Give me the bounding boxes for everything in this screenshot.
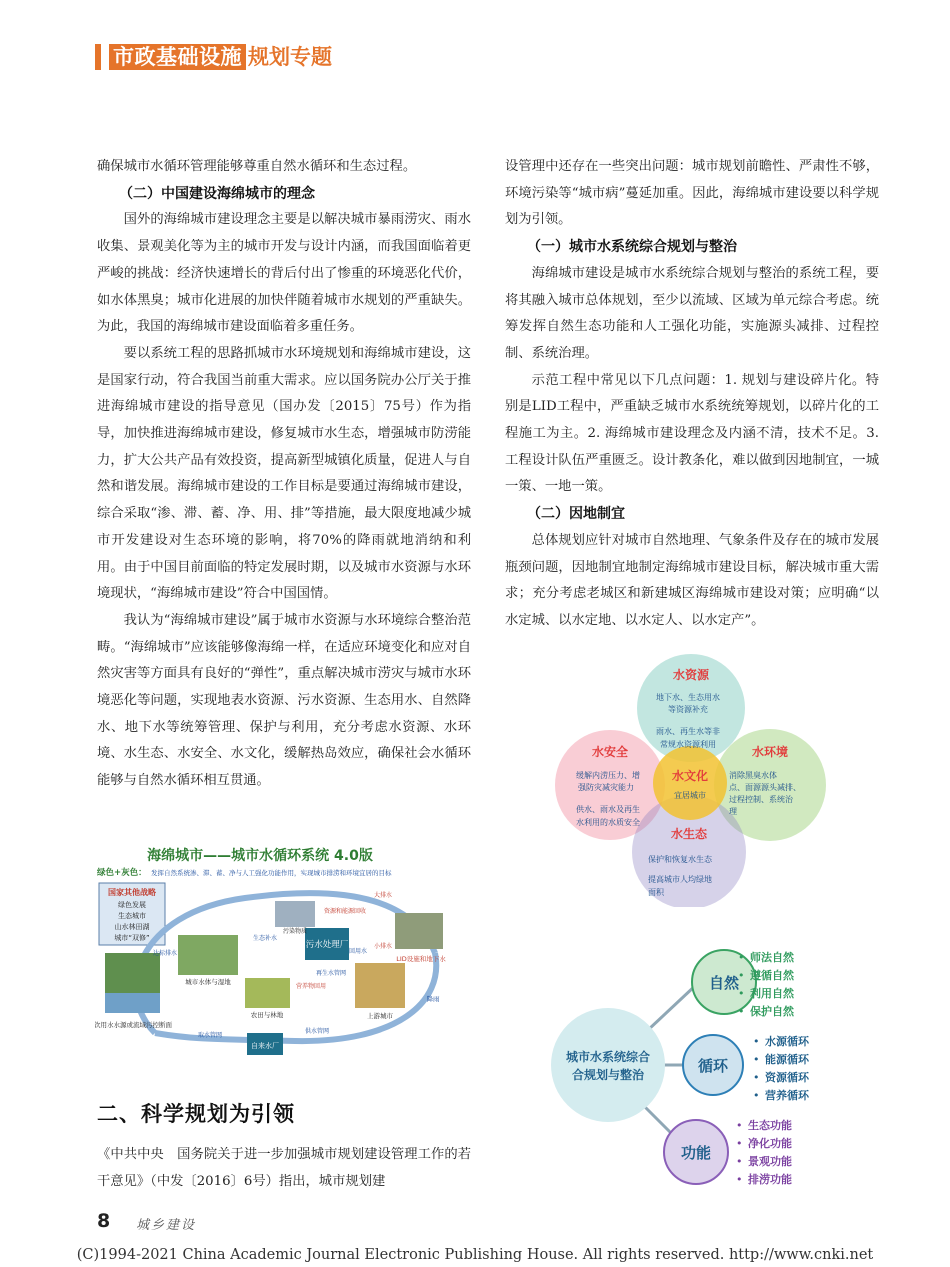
bottom-line: 保护和恢复水生态 bbox=[648, 855, 712, 864]
branch-item: 保护自然 bbox=[750, 1005, 794, 1018]
right-title: 水环境 bbox=[751, 745, 789, 759]
section-heading: 二、科学规划为引领 bbox=[97, 1102, 295, 1126]
paragraph: 我认为“海绵城市建设”属于城市水资源与水环境综合整治范畴。“海绵城市”应该能够像海绵一样，在适应环境变化和应对自然灾害等方面具有良好的“弹性”，重点解决城市涝灾与城市水环境恶化等问题，实现地表水资源、污水资源、生态用水、自然降水、地下水等统筹管理、保护与利用，充分考虑水资源、水环境、水生态、水安全、水文化，缓解热岛效应，确保社会水循环能够与自然水循环相互贯通。 bbox=[97, 612, 471, 789]
mindmap-center-line: 城市水系统综合 bbox=[565, 1050, 651, 1064]
bottom-line: 提高城市人均绿地 bbox=[648, 875, 712, 884]
paragraph: 海绵城市建设是城市水系统综合规划与整治的系统工程，要将其融入城市总体规划，至少以流域、区域为单元综合考虑。统筹发挥自然生态功能和人工强化功能，实施源头减排、过程控制、系统治理。 bbox=[505, 265, 879, 361]
bottom-line: 面积 bbox=[648, 888, 664, 897]
branch-item: 排涝功能 bbox=[748, 1173, 792, 1186]
strategy-item: 山水林田湖 bbox=[114, 923, 150, 931]
bullet: • bbox=[738, 1005, 745, 1018]
bullet: • bbox=[738, 951, 745, 964]
right-line: 点、面源源头减排、 bbox=[729, 783, 801, 792]
right-line: 过程控制、系统治 bbox=[729, 795, 793, 804]
bullet: • bbox=[736, 1119, 743, 1132]
figure-subtitle: 发挥自然系统渗、滞、蓄、净与人工强化功能作用，实现城市排涝和环境宜居的目标 bbox=[151, 869, 392, 877]
center-title: 水文化 bbox=[671, 769, 709, 783]
strategy-item: 城市“双修” bbox=[114, 934, 150, 942]
branch-nature-label: 自然 bbox=[708, 974, 740, 992]
subheading: （二）因地制宜 bbox=[527, 506, 625, 523]
journal-name: 城乡建设 bbox=[136, 1218, 197, 1233]
recycle-label: 回用水 bbox=[348, 948, 368, 955]
top-line: 地下水、生态用水 bbox=[656, 693, 720, 702]
branch-item: 水源循环 bbox=[765, 1035, 809, 1048]
left-line: 供水、雨水及再生 bbox=[576, 805, 640, 814]
figure-title: 海绵城市——城市水循环系统 4.0版 bbox=[147, 848, 373, 864]
branch-item: 能源循环 bbox=[765, 1053, 809, 1066]
resource-recovery-label: 资源和能源回收 bbox=[323, 908, 367, 915]
top-line: 常规水资源利用 bbox=[660, 740, 716, 749]
branch-item: 景观功能 bbox=[748, 1155, 792, 1168]
strategy-item: 生态城市 bbox=[118, 912, 146, 920]
left-column bbox=[97, 154, 471, 795]
strategy-item: 绿色发展 bbox=[118, 901, 146, 909]
bullet: • bbox=[753, 1035, 760, 1048]
figure-subtitle-lead: 绿色+灰色： bbox=[97, 868, 147, 878]
intake-net-label: 取水管网 bbox=[197, 1032, 223, 1039]
mindmap-diagram bbox=[548, 945, 848, 1195]
small-drain-label: 小排水 bbox=[373, 943, 393, 950]
source-label: 饮用水水源或流域污控断面 bbox=[95, 1021, 172, 1029]
paragraph: 《中共中央 国务院关于进一步加强城市规划建设管理工作的若干意见》（中发〔2016〕6号）指出，城市规划建 bbox=[97, 1147, 471, 1189]
paragraph: 设管理中还存在一些突出问题：城市规划前瞻性、严肃性不够，环境污染等“城市病”蔓延加重。因此，海绵城市建设要以科学规划为引领。 bbox=[505, 159, 879, 228]
mindmap-connector bbox=[648, 985, 696, 1030]
copyright-notice: (C)1994-2021 China Academic Journal Electronic Publishing House. All rights reserved. http://www.cnki.net bbox=[76, 1247, 874, 1263]
branch-item: 师法自然 bbox=[750, 951, 794, 964]
left-column-continued bbox=[97, 1142, 471, 1195]
subheading: （二）中国建设海绵城市的理念 bbox=[119, 185, 315, 202]
top-line: 雨水、再生水等非 bbox=[656, 727, 720, 736]
big-drain-label: 大排水 bbox=[373, 892, 393, 899]
right-column bbox=[505, 154, 879, 635]
sewage-plant-label: 污水处理厂 bbox=[305, 940, 349, 950]
bullet: • bbox=[738, 969, 745, 982]
top-title: 水资源 bbox=[672, 668, 710, 682]
header-title-rest: 规划专题 bbox=[248, 45, 332, 69]
reclaimed-net-label: 再生水管网 bbox=[315, 970, 347, 977]
pollutants-label: 污染物质 bbox=[282, 928, 308, 935]
upstream-label: 上游城市 bbox=[367, 1012, 393, 1020]
paragraph: 要以系统工程的思路抓城市水环境规划和海绵城市建设，这是国家行动，符合我国当前重大需求。应以国务院办公厅关于推进海绵城市建设的指导意见（国办发〔2015〕75号）作为指导，加快推进海绵城市建设，修复城市水生态，增强城市防涝能力，扩大公共产品有效投资，提高新型城镇化质量，促进人与自然和谐发展。海绵城市建设的工作目标是要通过海绵城市建设，综合采取“渗、滞、蓄、净、用、排”等措施，最大限度地减少城市开发建设对生态环境的影响，将70%的降雨就地消纳和利用。由于中国目前面临的特定发展时期，以及城市水资源与水环境现状，“海绵城市建设”符合中国国情。 bbox=[97, 345, 471, 602]
paragraph: 国外的海绵城市建设理念主要是以解决城市暴雨涝灾、雨水收集、景观美化等为主的城市开发与设计内涵，而我国面临着更严峻的挑战：经济快速增长的背后付出了惨重的环境恶化代价，如水体黑臭；城市化进展的加快伴随着城市水规划的严重缺失。为此，我国的海绵城市建设面临着多重任务。 bbox=[97, 212, 471, 335]
paragraph: 确保城市水循环管理能够尊重自然水循环和生态过程。 bbox=[97, 159, 417, 174]
supply-net-label: 供水管网 bbox=[304, 1028, 330, 1035]
wetland-image bbox=[178, 935, 238, 975]
branch-item: 净化功能 bbox=[748, 1137, 792, 1150]
mindmap-center bbox=[551, 1008, 665, 1122]
right-line: 消除黑臭水体 bbox=[729, 771, 777, 780]
lid-label: LID设施和地下水 bbox=[396, 955, 446, 963]
water-flower-diagram bbox=[548, 652, 833, 907]
std-discharge-label: 达标排水 bbox=[152, 950, 178, 957]
header-title-highlight: 市政基础设施 bbox=[109, 44, 246, 70]
city-skyline-image bbox=[105, 953, 160, 998]
farmland-label: 农田与林地 bbox=[250, 1011, 284, 1019]
bullet: • bbox=[736, 1173, 743, 1186]
left-line: 水利用的水质安全 bbox=[576, 818, 640, 827]
branch-item: 遵循自然 bbox=[750, 969, 794, 982]
mindmap-center-line: 合规划与整治 bbox=[571, 1068, 645, 1082]
branch-item: 营养循环 bbox=[765, 1089, 809, 1102]
paragraph: 示范工程中常见以下几点问题：1. 规划与建设碎片化。特别是LID工程中，严重缺乏城市水系统统筹规划，以碎片化的工程施工为主。2. 海绵城市建设理念及内涵不清，技术不足。3. 工程设计队伍严重匮乏。设计教条化，难以做到因地制宜，一城一策、一地一策。 bbox=[505, 372, 879, 495]
farmland-image bbox=[245, 978, 290, 1008]
nutrients-label: 营养物回用 bbox=[295, 983, 327, 990]
bottom-title: 水生态 bbox=[670, 827, 708, 841]
branch-item: 利用自然 bbox=[750, 987, 794, 1000]
urban-water-label: 城市水体与湿地 bbox=[185, 978, 231, 986]
page-number: 8 bbox=[97, 1210, 111, 1232]
section-header bbox=[95, 44, 332, 70]
strategy-title: 国家其他战略 bbox=[108, 888, 156, 897]
left-line: 缓解内涝压力、增 bbox=[576, 771, 640, 780]
center-circle bbox=[653, 746, 727, 820]
right-line: 理 bbox=[729, 807, 737, 816]
bullet: • bbox=[736, 1155, 743, 1168]
subheading: （一）城市水系统综合规划与整治 bbox=[527, 239, 737, 256]
bullet: • bbox=[738, 987, 745, 1000]
branch-item: 生态功能 bbox=[748, 1119, 792, 1132]
upstream-city-image bbox=[355, 963, 405, 1008]
branch-function-label: 功能 bbox=[680, 1144, 712, 1162]
bullet: • bbox=[753, 1053, 760, 1066]
rain-label: 降雨 bbox=[426, 995, 440, 1003]
treatment-plant-image bbox=[275, 901, 315, 927]
branch-item: 资源循环 bbox=[765, 1071, 809, 1084]
left-line: 强防灾减灾能力 bbox=[578, 783, 634, 792]
top-line: 等资源补充 bbox=[668, 705, 708, 714]
river-image bbox=[105, 993, 160, 1013]
center-line: 宜居城市 bbox=[674, 791, 706, 800]
lid-image bbox=[395, 913, 443, 949]
header-accent-bar bbox=[95, 44, 101, 70]
bullet: • bbox=[736, 1137, 743, 1150]
sponge-city-figure bbox=[95, 843, 475, 1058]
branch-cycle-label: 循环 bbox=[697, 1057, 729, 1075]
left-title: 水安全 bbox=[591, 745, 629, 759]
bullet: • bbox=[753, 1071, 760, 1084]
water-plant-label: 自来水厂 bbox=[251, 1042, 279, 1050]
paragraph: 总体规划应针对城市自然地理、气象条件及存在的城市发展瓶颈问题，因地制宜地制定海绵城市建设目标，解决城市重大需求；充分考虑老城区和新建城区海绵城市建设对策；应明确“以水定城、以水定地、以水定人、以水定产”。 bbox=[505, 532, 879, 628]
bullet: • bbox=[753, 1089, 760, 1102]
eco-water-label: 生态补水 bbox=[252, 935, 278, 942]
